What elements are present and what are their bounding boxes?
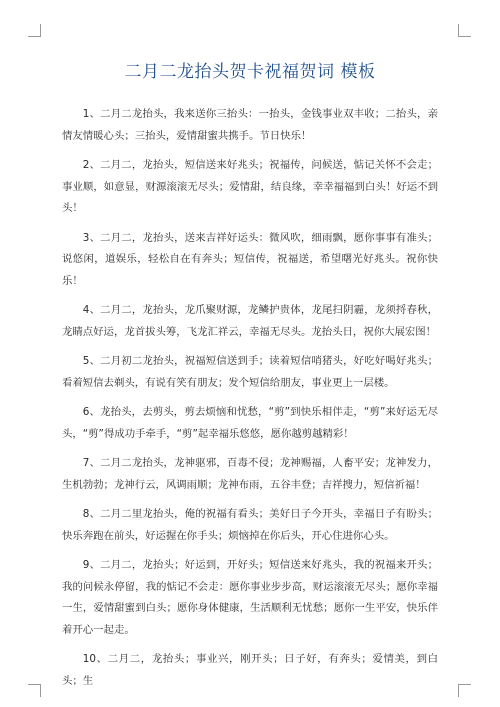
crop-mark-bottom-right (458, 684, 471, 697)
document-title: 二月二龙抬头贺卡祝福贺词 模板 (124, 62, 376, 82)
document-body (62, 104, 438, 700)
paragraph-3: 3、二月二，龙抬头，送来吉祥好运头：微风吹，细雨飘，愿你事事有准头；说悠闲，道娱乐，轻松自在有奔头；短信传，祝福送，希望曙光好兆头。祝你快乐！ (62, 231, 438, 287)
crop-mark-bottom-left (28, 684, 41, 697)
paragraph-2: 2、二月二，龙抬头，短信送来好兆头；祝福传，问候送，惦记关怀不会走；事业顺，如意显，财源滚滚无尽头；爱情甜，结良缘，幸幸福福到白头！好运不到头！ (62, 159, 438, 214)
crop-mark-top-left (28, 24, 41, 37)
paragraph-4: 4、二月二，龙抬头，龙爪聚财源，龙鳞护贵体，龙尾扫阴霾，龙须捋春秋，龙睛点好运，龙首拔头筹，飞龙汇祥云，幸福无尽头。龙抬头日，祝你大展宏图！ (62, 304, 438, 338)
paragraph-1: 1、二月二龙抬头，我来送你三抬头：一抬头，金钱事业双丰收；二抬头，亲情友情暖心头；三抬头，爱情甜蜜共携手。节日快乐！ (62, 108, 438, 142)
paragraph-10: 10、二月二，龙抬头；事业兴，刚开头；日子好，有奔头；爱情美，到白头；生 (62, 653, 438, 687)
paragraph-6: 6、龙抬头，去剪头，剪去烦恼和忧愁，“剪”到快乐相伴走，“剪”来好运无尽头，“剪”得成功手牵手，“剪”起幸福乐悠悠，愿你越剪越精彩！ (62, 406, 438, 440)
paragraph-8: 8、二月二里龙抬头，俺的祝福有看头；美好日子今开头，幸福日子有盼头；快乐奔跑在前头，好运握在你手头；烦恼掉在你后头，开心住进你心头。 (62, 508, 438, 542)
paragraph-5: 5、二月初二龙抬头，祝福短信送到手；读着短信哨猪头，好吃好喝好兆头；看着短信去剃头，有说有笑有朋友；发个短信给朋友，事业更上一层楼。 (62, 355, 438, 389)
paragraph-9: 9、二月二，龙抬头；好运到，开好头；短信送来好兆头，我的祝福来开头；我的问候永停留，我的惦记不会走：愿你事业步步高，财运滚滚无尽头；愿你幸福一生，爱情甜蜜到白头；愿你身体健康，生活顺利无忧愁；愿你一生平安，快乐伴着开心一起走。 (62, 559, 438, 636)
crop-mark-top-right (458, 24, 471, 37)
paragraph-7: 7、二月二龙抬头，龙神驱邪，百毒不侵；龙神赐福，人畜平安；龙神发力，生机勃勃；龙神行云，风调雨顺；龙神布雨，五谷丰登；吉祥搜力，短信祈福！ (62, 457, 438, 491)
